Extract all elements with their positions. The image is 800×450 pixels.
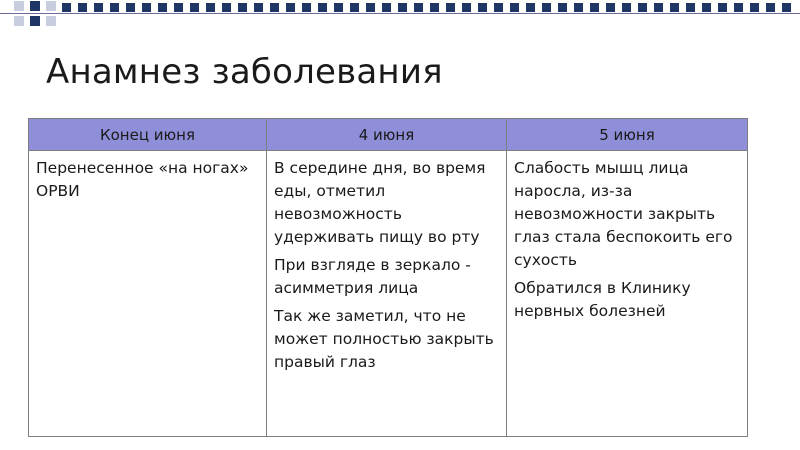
cell-paragraph: При взгляде в зеркало - асимметрия лица bbox=[274, 256, 471, 297]
decor-square bbox=[142, 3, 151, 12]
decor-square bbox=[558, 3, 567, 12]
decor-square bbox=[126, 3, 135, 12]
decor-square bbox=[590, 3, 599, 12]
decor-square bbox=[654, 3, 663, 12]
decor-square bbox=[782, 3, 791, 12]
decor-square bbox=[478, 3, 487, 12]
decor-square bbox=[526, 3, 535, 12]
table-cell-june-5 bbox=[507, 151, 748, 437]
decor-square bbox=[158, 3, 167, 12]
decor-square bbox=[334, 3, 343, 12]
decor-square bbox=[686, 3, 695, 12]
decorative-squares bbox=[0, 0, 800, 38]
decor-square bbox=[94, 3, 103, 12]
table-cell-june-4 bbox=[267, 151, 507, 437]
decor-square bbox=[318, 3, 327, 12]
decor-square bbox=[622, 3, 631, 12]
cell-paragraph: Так же заметил, что не может полностью закрыть правый глаз bbox=[274, 307, 494, 371]
decor-square bbox=[206, 3, 215, 12]
decor-square bbox=[110, 3, 119, 12]
table-row bbox=[29, 151, 748, 437]
decor-square bbox=[718, 3, 727, 12]
decor-square bbox=[30, 16, 40, 26]
decor-square bbox=[366, 3, 375, 12]
cell-paragraph: Перенесенное «на ногах» ОРВИ bbox=[36, 159, 249, 200]
cell-paragraph: В середине дня, во время еды, отметил невозможность удерживать пищу во рту bbox=[274, 159, 486, 246]
decor-square bbox=[14, 1, 24, 11]
decor-square bbox=[462, 3, 471, 12]
decor-square bbox=[14, 16, 24, 26]
decor-square bbox=[606, 3, 615, 12]
decor-square bbox=[542, 3, 551, 12]
decor-square bbox=[702, 3, 711, 12]
history-table bbox=[28, 118, 748, 437]
table-header-row bbox=[29, 119, 748, 151]
decor-square bbox=[670, 3, 679, 12]
table-cell-end-of-june bbox=[29, 151, 267, 437]
decor-square bbox=[350, 3, 359, 12]
decor-square bbox=[46, 1, 56, 11]
decor-square bbox=[446, 3, 455, 12]
decor-square bbox=[382, 3, 391, 12]
slide-title: Анамнез заболевания bbox=[46, 52, 443, 92]
decor-square bbox=[734, 3, 743, 12]
decor-square bbox=[510, 3, 519, 12]
decor-square bbox=[78, 3, 87, 12]
decor-square bbox=[46, 16, 56, 26]
decor-square bbox=[270, 3, 279, 12]
decor-square bbox=[766, 3, 775, 12]
decor-square bbox=[254, 3, 263, 12]
column-header: 4 июня bbox=[267, 119, 507, 151]
column-header: Конец июня bbox=[29, 119, 267, 151]
decor-square bbox=[30, 1, 40, 11]
decor-square bbox=[302, 3, 311, 12]
cell-paragraph: Слабость мышц лица наросла, из-за невозможности закрыть глаз стала беспокоить его сухость bbox=[514, 159, 733, 269]
cell-paragraph: Обратился в Клинику нервных болезней bbox=[514, 279, 691, 320]
column-header: 5 июня bbox=[507, 119, 748, 151]
decor-square bbox=[62, 3, 71, 12]
decor-square bbox=[398, 3, 407, 12]
decor-square bbox=[222, 3, 231, 12]
decor-square bbox=[414, 3, 423, 12]
decor-square bbox=[190, 3, 199, 12]
decor-square bbox=[574, 3, 583, 12]
history-table-container bbox=[28, 118, 747, 437]
decor-square bbox=[238, 3, 247, 12]
decor-square bbox=[430, 3, 439, 12]
decor-square bbox=[638, 3, 647, 12]
decor-square bbox=[494, 3, 503, 12]
decor-square bbox=[174, 3, 183, 12]
decor-square bbox=[750, 3, 759, 12]
decor-square bbox=[286, 3, 295, 12]
